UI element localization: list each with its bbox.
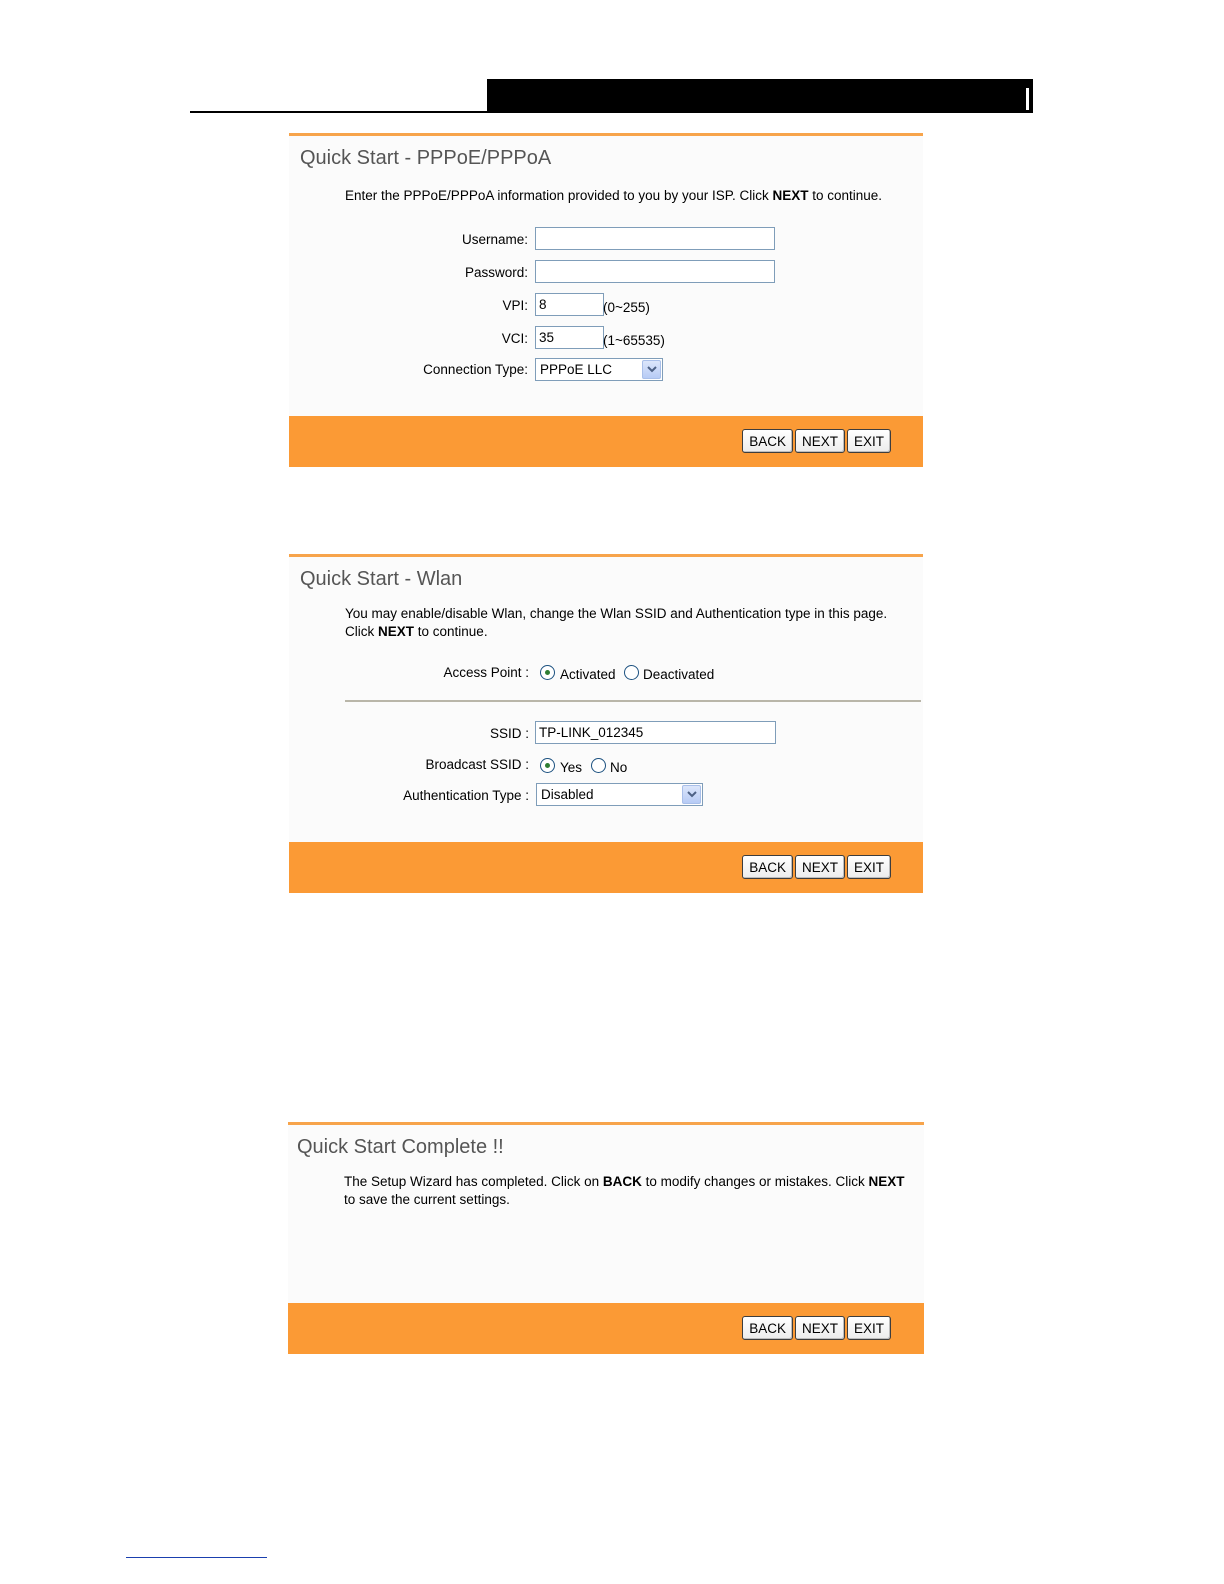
broadcast-ssid-no-label: No — [610, 760, 628, 775]
description-bold-back: BACK — [602, 1174, 642, 1189]
authentication-type-select[interactable] — [536, 783, 703, 806]
vpi-input[interactable] — [535, 293, 604, 316]
next-button[interactable]: NEXT — [795, 429, 845, 453]
password-label: Password: — [464, 265, 528, 280]
broadcast-ssid-no-radio[interactable] — [591, 758, 606, 773]
next-button[interactable]: NEXT — [795, 855, 845, 879]
button-bar — [289, 842, 923, 893]
chevron-down-icon[interactable] — [642, 360, 661, 379]
header-bar — [487, 79, 1033, 113]
access-point-label: Access Point : — [443, 665, 529, 680]
username-label: Username: — [461, 232, 528, 247]
next-button[interactable]: NEXT — [795, 1316, 845, 1340]
button-group — [742, 429, 891, 453]
connection-type-select[interactable] — [535, 358, 663, 381]
description-text-mid: to modify changes or mistakes. Click — [641, 1174, 869, 1189]
wlan-panel — [289, 554, 923, 893]
authentication-type-value: Disabled — [541, 787, 594, 802]
ssid-input[interactable] — [535, 721, 776, 744]
vci-label: VCI: — [501, 331, 528, 346]
description-text: The Setup Wizard has completed. Click on — [344, 1174, 603, 1189]
description-line-1 — [344, 1173, 904, 1191]
exit-button[interactable]: EXIT — [847, 1316, 891, 1340]
back-button[interactable]: BACK — [742, 1316, 793, 1340]
button-group — [742, 1316, 891, 1340]
exit-button[interactable]: EXIT — [847, 855, 891, 879]
vpi-range: (0~255) — [603, 300, 650, 315]
authentication-type-label: Authentication Type : — [403, 788, 529, 803]
description-line-2: to save the current settings. — [344, 1192, 510, 1207]
chevron-down-icon[interactable] — [682, 785, 701, 804]
broadcast-ssid-yes-radio[interactable] — [540, 758, 555, 773]
access-point-activated-label: Activated — [560, 667, 616, 682]
password-input[interactable] — [535, 260, 775, 283]
description-bold: NEXT — [378, 624, 415, 639]
button-bar — [289, 416, 923, 467]
broadcast-ssid-label: Broadcast SSID : — [425, 757, 529, 772]
header-tick — [1026, 88, 1029, 110]
panel-top-rule — [288, 1122, 924, 1125]
description-line-2 — [345, 623, 887, 641]
page-title: Quick Start Complete !! — [297, 1136, 504, 1158]
vci-input[interactable] — [535, 326, 604, 349]
back-button[interactable]: BACK — [742, 855, 793, 879]
description-text-end: to continue. — [808, 188, 883, 203]
panel-top-rule — [289, 554, 923, 557]
description-text: Click — [345, 624, 378, 639]
vpi-label: VPI: — [502, 298, 528, 313]
description-text: Enter the PPPoE/PPPoA information provided to you by your ISP. Click — [345, 188, 773, 203]
description-bold: NEXT — [772, 188, 809, 203]
username-input[interactable] — [535, 227, 775, 250]
description-text-end: to continue. — [414, 624, 488, 639]
access-point-deactivated-label: Deactivated — [643, 667, 715, 682]
access-point-deactivated-radio[interactable] — [624, 665, 639, 680]
connection-type-value: PPPoE LLC — [540, 362, 613, 377]
panel-top-rule — [289, 133, 923, 136]
complete-panel — [288, 1122, 924, 1354]
divider — [345, 700, 921, 702]
pppoe-panel — [289, 133, 923, 467]
broadcast-ssid-yes-label: Yes — [560, 760, 583, 775]
vci-range: (1~65535) — [603, 333, 665, 348]
back-button[interactable]: BACK — [742, 429, 793, 453]
description — [344, 1173, 904, 1209]
description — [345, 605, 887, 641]
footer-rule — [126, 1557, 267, 1558]
button-group — [742, 855, 891, 879]
button-bar — [288, 1303, 924, 1354]
connection-type-label: Connection Type: — [423, 362, 528, 377]
ssid-label: SSID : — [489, 726, 529, 741]
page-title: Quick Start - PPPoE/PPPoA — [300, 147, 552, 169]
radio-selected-dot — [545, 670, 550, 675]
exit-button[interactable]: EXIT — [847, 429, 891, 453]
header-rule — [190, 111, 1033, 113]
description-bold-next: NEXT — [868, 1174, 905, 1189]
page-title: Quick Start - Wlan — [300, 568, 463, 590]
description — [345, 187, 882, 205]
description-line-1: You may enable/disable Wlan, change the Wlan SSID and Authentication type in this page. — [345, 606, 888, 621]
access-point-activated-radio[interactable] — [540, 665, 555, 680]
radio-selected-dot — [545, 763, 550, 768]
